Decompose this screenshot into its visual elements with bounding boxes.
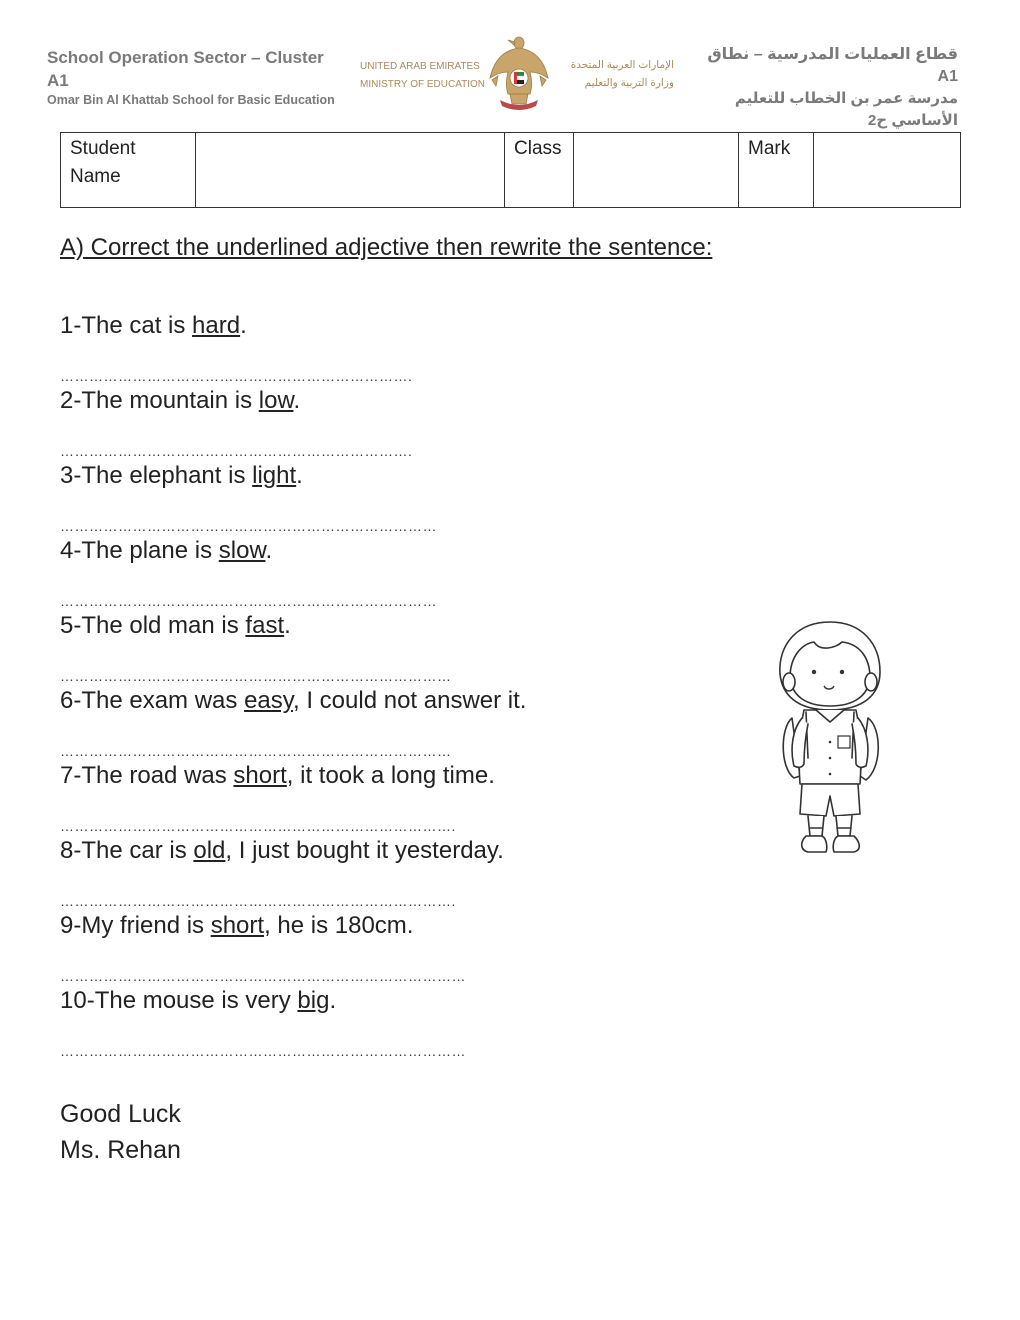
underlined-adjective: easy [244, 687, 293, 714]
answer-line[interactable]: ………………………………………………………………………. [60, 818, 456, 834]
answer-line[interactable]: ………………………………………………………………. [60, 443, 413, 459]
header-sector-line2: A1 [47, 71, 69, 90]
answer-line[interactable]: ……………………………………………………………………… [60, 668, 452, 684]
sentence-start: 8-The car is [60, 837, 194, 864]
underlined-adjective: short [233, 762, 287, 789]
good-luck-text: Good Luck [60, 1100, 181, 1128]
ministry-ar-line1: الإمارات العربية المتحدة [570, 59, 674, 71]
sentence-start: 3-The elephant is [60, 462, 253, 489]
question-sentence [60, 310, 412, 342]
section-heading: A) Correct the underlined adjective then rewrite the sentence: [60, 234, 713, 261]
answer-line[interactable]: ………………………………………………………………. [60, 368, 413, 384]
class-field[interactable] [574, 133, 739, 208]
ministry-en-line2: MINISTRY OF EDUCATION [360, 79, 486, 90]
underlined-adjective: big [297, 987, 330, 1014]
sentence-start: 5-The old man is [60, 612, 246, 639]
header-school-name: Omar Bin Al Khattab School for Basic Education [47, 93, 335, 107]
underlined-adjective: fast [245, 612, 285, 639]
answer-line[interactable]: …………………………………………………………………… [60, 593, 437, 609]
ministry-ar-line2: وزارة التربية والتعليم [584, 77, 674, 89]
student-label-line2: Name [70, 166, 121, 187]
answer-line[interactable]: ………………………………………………………………………… [60, 968, 466, 984]
question-item [60, 910, 466, 985]
answer-line[interactable]: ……………………………………………………………………… [60, 743, 452, 759]
student-label-line1: Student [70, 138, 136, 159]
sentence-end: . [293, 387, 301, 414]
question-sentence [60, 610, 452, 642]
question-sentence [60, 910, 466, 942]
student-info-table [60, 132, 961, 208]
question-item [60, 760, 495, 835]
header-sector-block [47, 46, 337, 107]
header-sector-ar-line1: قطاع العمليات المدرسية – نطاق A1 [707, 46, 958, 85]
question-sentence [60, 385, 412, 417]
question-item [60, 310, 412, 385]
ministry-en-line1: UNITED ARAB EMIRATES [360, 61, 480, 72]
sentence-end: , it took a long time. [286, 762, 495, 789]
sentence-start: 1-The cat is [60, 312, 193, 339]
sentence-start: 10-The mouse is very [60, 987, 298, 1014]
underlined-adjective: short [210, 912, 265, 939]
question-item [60, 460, 437, 535]
student-name-field[interactable] [196, 133, 505, 208]
question-sentence [60, 460, 437, 492]
question-sentence [60, 985, 466, 1017]
question-sentence [60, 685, 526, 717]
sentence-end: . [284, 612, 291, 639]
answer-line[interactable]: …………………………………………………………………… [60, 518, 437, 534]
underlined-adjective: slow [218, 537, 266, 564]
sentence-end: . [265, 537, 273, 564]
sentence-end: , he is 180cm. [264, 912, 414, 939]
question-sentence [60, 760, 495, 792]
question-sentence [60, 535, 437, 567]
question-item [60, 610, 452, 685]
header-sector-block-ar [688, 44, 958, 132]
sentence-end: . [329, 987, 337, 1014]
ministry-name-ar [556, 56, 674, 92]
class-label: Class [505, 133, 574, 208]
sentence-end: , I could not answer it. [293, 687, 527, 714]
mark-label: Mark [739, 133, 814, 208]
sentence-end: . [296, 462, 303, 489]
ministry-name-en [360, 58, 485, 94]
header-sector-line1: School Operation Sector – Cluster [47, 48, 324, 67]
answer-line[interactable]: ………………………………………………………………………. [60, 893, 456, 909]
answer-line[interactable]: ………………………………………………………………………… [60, 1043, 466, 1059]
sentence-end: . [240, 312, 247, 339]
question-item [60, 985, 466, 1060]
underlined-adjective: old [193, 837, 226, 864]
sentence-start: 4-The plane is [60, 537, 219, 564]
question-item [60, 385, 412, 460]
question-item [60, 535, 437, 610]
student-name-label [61, 133, 196, 208]
underlined-adjective: hard [192, 312, 241, 339]
sentence-start: 2-The mountain is [60, 387, 259, 414]
sentence-end: , I just bought it yesterday. [225, 837, 504, 864]
schoolboy-backpack-icon [770, 618, 890, 863]
question-sentence [60, 835, 504, 867]
underlined-adjective: low [258, 387, 294, 414]
underlined-adjective: light [252, 462, 297, 489]
sentence-start: 9-My friend is [60, 912, 211, 939]
closing-block [60, 1096, 181, 1168]
sentence-start: 6-The exam was [60, 687, 245, 714]
uae-falcon-emblem-icon [486, 34, 552, 110]
sentence-start: 7-The road was [60, 762, 234, 789]
question-item [60, 835, 504, 910]
header-school-name-ar: مدرسة عمر بن الخطاب للتعليم الأساسي ح2 [734, 90, 958, 129]
mark-field[interactable] [814, 133, 961, 208]
teacher-name: Ms. Rehan [60, 1136, 181, 1164]
question-item [60, 685, 526, 760]
